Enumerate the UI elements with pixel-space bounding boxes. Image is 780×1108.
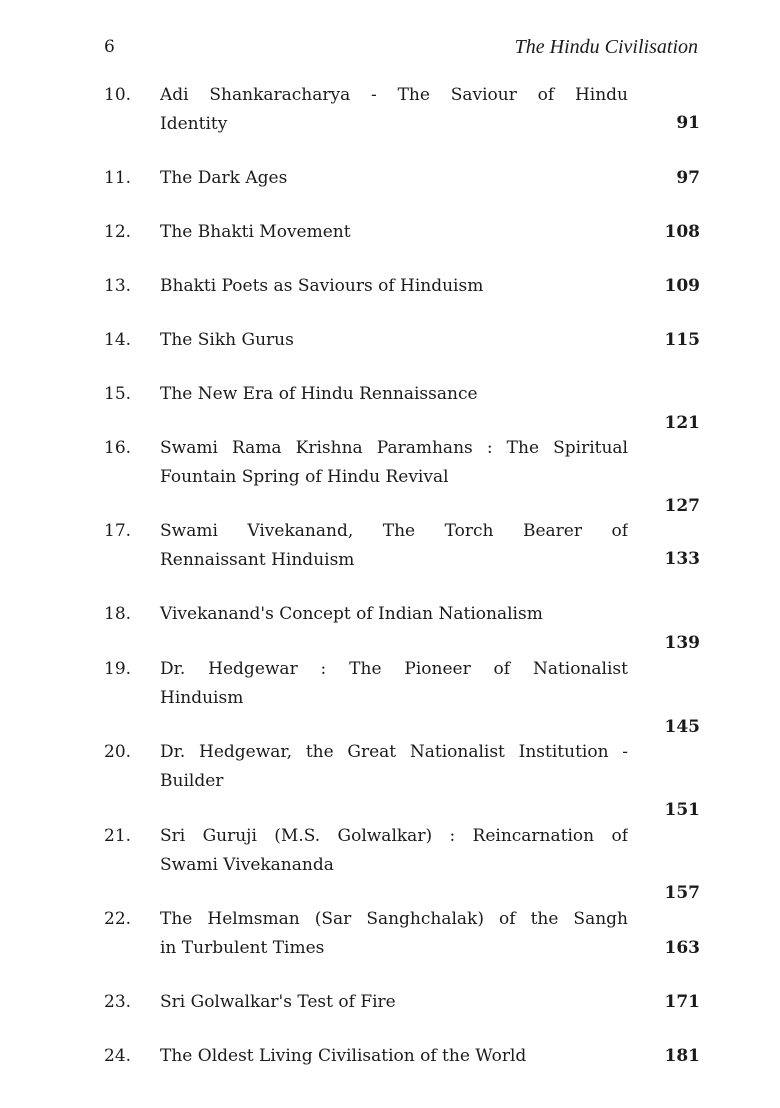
chapter-number: 17. <box>104 521 132 541</box>
chapter-title <box>160 434 628 492</box>
chapter-title-line: Rennaissant Hinduism <box>160 550 355 570</box>
chapter-title-line: Hinduism <box>160 688 244 708</box>
chapter-title-line: in Turbulent Times <box>160 938 325 958</box>
chapter-title-line: Swami Vivekanand, The Torch Bearer of <box>160 521 628 541</box>
chapter-number: 12. <box>104 222 132 242</box>
chapter-title <box>160 272 628 301</box>
chapter-title-line: Fountain Spring of Hindu Revival <box>160 467 449 487</box>
chapter-title-line: Swami Rama Krishna Paramhans : The Spiritual <box>160 438 628 458</box>
running-header-title: The Hindu Civilisation <box>514 36 698 58</box>
chapter-title-line: Identity <box>160 114 228 134</box>
chapter-title-line: Bhakti Poets as Saviours of Hinduism <box>160 276 484 296</box>
page-reference: 91 <box>676 113 700 133</box>
chapter-number: 20. <box>104 742 132 762</box>
chapter-title-line: The Oldest Living Civilisation of the World <box>160 1046 527 1066</box>
page-reference: 181 <box>664 1046 700 1066</box>
chapter-number: 21. <box>104 826 132 846</box>
chapter-number: 23. <box>104 992 132 1012</box>
chapter-title <box>160 988 628 1017</box>
chapter-title-line: Builder <box>160 771 224 791</box>
chapter-title <box>160 655 628 713</box>
chapter-title <box>160 164 628 193</box>
page-number: 6 <box>104 37 115 57</box>
page-reference: 109 <box>664 276 700 296</box>
page-reference: 145 <box>664 717 700 737</box>
chapter-number: 24. <box>104 1046 132 1066</box>
page-reference: 115 <box>664 330 700 350</box>
chapter-title <box>160 822 628 880</box>
page-reference: 139 <box>664 633 700 653</box>
chapter-title <box>160 600 628 629</box>
page-reference: 163 <box>664 938 700 958</box>
chapter-number: 10. <box>104 85 132 105</box>
page-reference: 133 <box>664 549 700 569</box>
chapter-number: 11. <box>104 168 132 188</box>
page-reference: 157 <box>664 883 700 903</box>
chapter-title-line: The Dark Ages <box>160 168 288 188</box>
page-reference: 121 <box>664 413 700 433</box>
page-reference: 97 <box>676 168 700 188</box>
chapter-number: 14. <box>104 330 132 350</box>
chapter-title <box>160 905 628 963</box>
chapter-title-line: Adi Shankaracharya - The Saviour of Hindu <box>160 85 628 105</box>
chapter-number: 15. <box>104 384 132 404</box>
chapter-title <box>160 326 628 355</box>
chapter-number: 18. <box>104 604 132 624</box>
chapter-title <box>160 81 628 139</box>
chapter-title-line: The Bhakti Movement <box>160 222 351 242</box>
page-reference: 171 <box>664 992 700 1012</box>
chapter-number: 19. <box>104 659 132 679</box>
page-reference: 151 <box>664 800 700 820</box>
chapter-title <box>160 1042 628 1071</box>
chapter-title-line: The Sikh Gurus <box>160 330 294 350</box>
chapter-title-line: Sri Guruji (M.S. Golwalkar) : Reincarnation of <box>160 826 628 846</box>
chapter-title-line: Swami Vivekananda <box>160 855 334 875</box>
chapter-title-line: Vivekanand's Concept of Indian Nationalism <box>160 604 543 624</box>
chapter-title <box>160 517 628 575</box>
chapter-title <box>160 218 628 247</box>
chapter-title-line: The New Era of Hindu Rennaissance <box>160 384 478 404</box>
chapter-title-line: The Helmsman (Sar Sanghchalak) of the Sangh <box>160 909 628 929</box>
chapter-number: 22. <box>104 909 132 929</box>
chapter-title <box>160 380 628 409</box>
chapter-title-line: Dr. Hedgewar, the Great Nationalist Institution - <box>160 742 628 762</box>
page-reference: 108 <box>664 222 700 242</box>
chapter-number: 13. <box>104 276 132 296</box>
chapter-number: 16. <box>104 438 132 458</box>
chapter-title <box>160 738 628 796</box>
chapter-title-line: Sri Golwalkar's Test of Fire <box>160 992 396 1012</box>
chapter-title-line: Dr. Hedgewar : The Pioneer of Nationalist <box>160 659 628 679</box>
page-reference: 127 <box>664 496 700 516</box>
